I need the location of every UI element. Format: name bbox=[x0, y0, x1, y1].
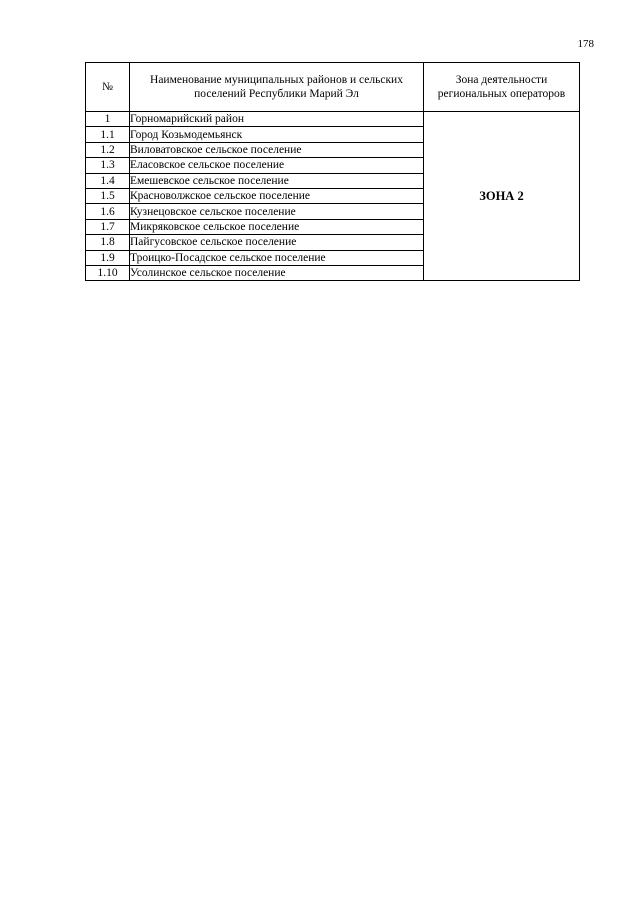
row-number: 1.2 bbox=[86, 142, 130, 157]
table-header-row bbox=[86, 63, 580, 112]
row-name: Емешевское сельское поселение bbox=[130, 173, 424, 188]
page-number: 178 bbox=[577, 38, 594, 50]
row-name: Горномарийский район bbox=[130, 112, 424, 127]
row-name: Город Козьмодемьянск bbox=[130, 127, 424, 142]
row-name: Виловатовское сельское поселение bbox=[130, 142, 424, 157]
row-name: Красноволжское сельское поселение bbox=[130, 188, 424, 203]
row-number: 1 bbox=[86, 112, 130, 127]
municipal-zones-table bbox=[85, 62, 580, 281]
row-name: Кузнецовское сельское поселение bbox=[130, 204, 424, 219]
zone-cell: ЗОНА 2 bbox=[424, 112, 580, 281]
row-name: Микряковское сельское поселение bbox=[130, 219, 424, 234]
row-number: 1.8 bbox=[86, 235, 130, 250]
table-row bbox=[86, 112, 580, 127]
row-number: 1.4 bbox=[86, 173, 130, 188]
row-number: 1.9 bbox=[86, 250, 130, 265]
row-number: 1.10 bbox=[86, 265, 130, 280]
header-number: № bbox=[86, 63, 130, 112]
header-name: Наименование муниципальных районов и сельских поселений Республики Марий Эл bbox=[130, 63, 424, 112]
header-zone: Зона деятельности региональных операторов bbox=[424, 63, 580, 112]
row-number: 1.3 bbox=[86, 158, 130, 173]
row-name: Троицко-Посадское сельское поселение bbox=[130, 250, 424, 265]
row-number: 1.1 bbox=[86, 127, 130, 142]
row-name: Усолинское сельское поселение bbox=[130, 265, 424, 280]
row-number: 1.5 bbox=[86, 188, 130, 203]
row-name: Еласовское сельское поселение bbox=[130, 158, 424, 173]
row-name: Пайгусовское сельское поселение bbox=[130, 235, 424, 250]
row-number: 1.7 bbox=[86, 219, 130, 234]
row-number: 1.6 bbox=[86, 204, 130, 219]
